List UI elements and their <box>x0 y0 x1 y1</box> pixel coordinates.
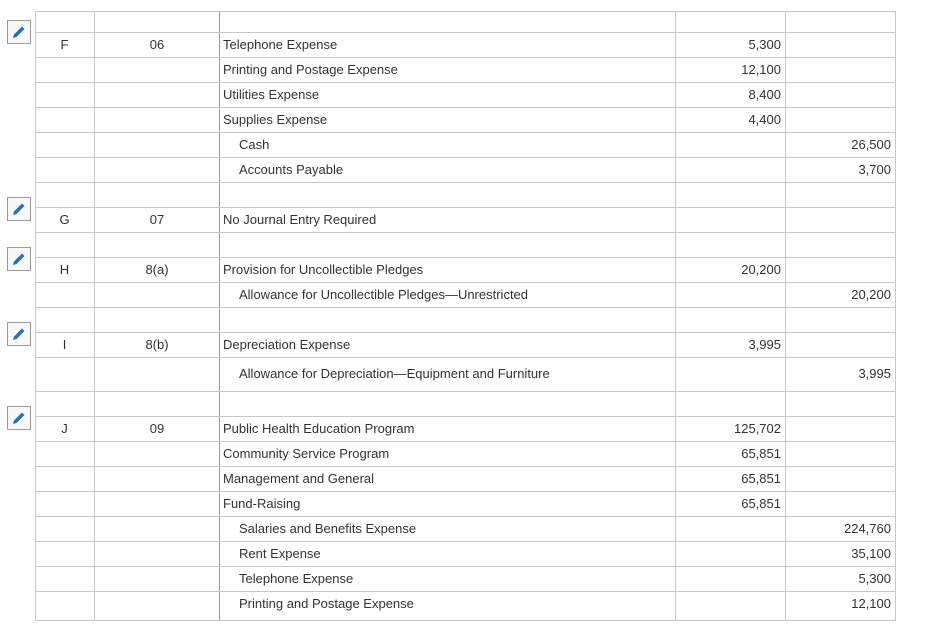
credit-amount[interactable] <box>786 417 891 441</box>
account-name[interactable]: Public Health Education Program <box>223 421 415 436</box>
journal-row <box>35 362 896 386</box>
transaction-number <box>95 517 219 541</box>
transaction-number: 09 <box>149 421 165 436</box>
transaction-number: 8(b) <box>145 337 169 352</box>
transaction-number <box>95 133 219 157</box>
debit-amount[interactable]: 65,851 <box>741 471 781 486</box>
debit-amount[interactable]: 65,851 <box>741 496 781 511</box>
debit-amount[interactable]: 3,995 <box>748 337 781 352</box>
debit-amount[interactable]: 4,400 <box>748 112 781 127</box>
account-name[interactable]: Rent Expense <box>239 546 321 561</box>
grid-line <box>35 391 896 392</box>
transaction-number <box>95 567 219 591</box>
grid-line <box>35 232 896 233</box>
grid-line <box>35 357 896 358</box>
entry-letter <box>35 517 94 541</box>
entry-letter <box>35 567 94 591</box>
transaction-number <box>95 542 219 566</box>
grid-line <box>35 11 896 12</box>
account-name[interactable]: Community Service Program <box>223 446 390 461</box>
debit-amount[interactable] <box>676 133 781 157</box>
debit-amount[interactable]: 5,300 <box>748 37 781 52</box>
journal-row <box>35 492 896 516</box>
credit-amount[interactable] <box>786 83 891 107</box>
account-name[interactable]: Allowance for Depreciation—Equipment and Furniture <box>239 366 550 381</box>
entry-letter <box>35 362 94 386</box>
credit-amount[interactable]: 26,500 <box>851 137 891 152</box>
debit-amount[interactable] <box>676 567 781 591</box>
credit-amount[interactable] <box>786 58 891 82</box>
edit-entry-button[interactable] <box>7 406 31 430</box>
debit-amount[interactable] <box>676 208 781 232</box>
credit-amount[interactable] <box>786 467 891 491</box>
transaction-number: 06 <box>149 37 165 52</box>
credit-amount[interactable] <box>786 442 891 466</box>
transaction-number <box>95 442 219 466</box>
journal-row <box>35 158 896 182</box>
journal-row <box>35 567 896 591</box>
account-name[interactable]: Utilities Expense <box>223 87 320 102</box>
journal-row <box>35 33 896 57</box>
journal-row <box>35 83 896 107</box>
debit-amount[interactable] <box>676 362 781 386</box>
entry-letter: I <box>62 337 67 352</box>
entry-letter <box>35 542 94 566</box>
entry-letter: G <box>59 212 70 227</box>
edit-entry-button[interactable] <box>7 322 31 346</box>
journal-row <box>35 467 896 491</box>
entry-letter <box>35 83 94 107</box>
account-name[interactable]: Printing and Postage Expense <box>239 596 414 611</box>
debit-amount[interactable]: 8,400 <box>748 87 781 102</box>
entry-letter: H <box>59 262 70 277</box>
entry-letter <box>35 442 94 466</box>
credit-amount[interactable]: 12,100 <box>851 596 891 611</box>
entry-letter <box>35 133 94 157</box>
account-name[interactable]: Telephone Expense <box>223 37 338 52</box>
entry-letter <box>35 283 94 307</box>
credit-amount[interactable]: 224,760 <box>844 521 891 536</box>
transaction-number <box>95 283 219 307</box>
account-name[interactable]: No Journal Entry Required <box>223 212 377 227</box>
edit-entry-button[interactable] <box>7 20 31 44</box>
transaction-number <box>95 58 219 82</box>
transaction-number: 07 <box>149 212 165 227</box>
transaction-number <box>95 83 219 107</box>
account-name[interactable]: Fund-Raising <box>223 496 301 511</box>
journal-row <box>35 333 896 357</box>
account-name[interactable]: Telephone Expense <box>239 571 354 586</box>
account-name[interactable]: Printing and Postage Expense <box>223 62 398 77</box>
entry-letter <box>35 467 94 491</box>
transaction-number <box>95 592 219 616</box>
credit-amount[interactable]: 35,100 <box>851 546 891 561</box>
journal-row <box>35 258 896 282</box>
journal-row <box>35 442 896 466</box>
debit-amount[interactable]: 125,702 <box>734 421 781 436</box>
debit-amount[interactable] <box>676 517 781 541</box>
transaction-number: 8(a) <box>145 262 169 277</box>
journal-row <box>35 592 896 616</box>
credit-amount[interactable] <box>786 208 891 232</box>
credit-amount[interactable]: 20,200 <box>851 287 891 302</box>
credit-amount[interactable]: 5,300 <box>858 571 891 586</box>
debit-amount[interactable] <box>676 283 781 307</box>
journal-row <box>35 133 896 157</box>
debit-amount[interactable]: 65,851 <box>741 446 781 461</box>
account-name[interactable]: Management and General <box>223 471 375 486</box>
debit-amount[interactable]: 20,200 <box>741 262 781 277</box>
journal-row <box>35 208 896 232</box>
account-name[interactable]: Provision for Uncollectible Pledges <box>223 262 424 277</box>
transaction-number <box>95 362 219 386</box>
transaction-number <box>95 158 219 182</box>
transaction-number <box>95 467 219 491</box>
credit-amount[interactable] <box>786 333 891 357</box>
account-name[interactable]: Allowance for Uncollectible Pledges—Unrestricted <box>239 287 529 302</box>
transaction-number <box>95 108 219 132</box>
entry-letter: F <box>60 37 69 52</box>
journal-row <box>35 417 896 441</box>
entry-letter <box>35 108 94 132</box>
entry-letter <box>35 592 94 616</box>
journal-row <box>35 108 896 132</box>
transaction-number <box>95 492 219 516</box>
grid-line <box>35 182 896 183</box>
journal-row <box>35 542 896 566</box>
journal-row <box>35 58 896 82</box>
debit-amount[interactable]: 12,100 <box>741 62 781 77</box>
credit-amount[interactable] <box>786 258 891 282</box>
debit-amount[interactable] <box>676 542 781 566</box>
credit-amount[interactable] <box>786 492 891 516</box>
edit-entry-button[interactable] <box>7 247 31 271</box>
credit-amount[interactable] <box>786 33 891 57</box>
credit-amount[interactable]: 3,700 <box>858 162 891 177</box>
journal-row <box>35 517 896 541</box>
credit-amount[interactable]: 3,995 <box>858 366 891 381</box>
credit-amount[interactable] <box>786 108 891 132</box>
grid-line <box>35 620 896 621</box>
grid-line <box>35 307 896 308</box>
account-name[interactable]: Supplies Expense <box>223 112 328 127</box>
account-name[interactable]: Salaries and Benefits Expense <box>239 521 417 536</box>
entry-letter <box>35 58 94 82</box>
edit-entry-button[interactable] <box>7 197 31 221</box>
entry-letter: J <box>61 421 68 436</box>
debit-amount[interactable] <box>676 158 781 182</box>
account-name[interactable]: Depreciation Expense <box>223 337 351 352</box>
account-name[interactable]: Cash <box>239 137 270 152</box>
entry-letter <box>35 492 94 516</box>
entry-letter <box>35 158 94 182</box>
account-name[interactable]: Accounts Payable <box>239 162 344 177</box>
debit-amount[interactable] <box>676 592 781 616</box>
journal-row <box>35 283 896 307</box>
